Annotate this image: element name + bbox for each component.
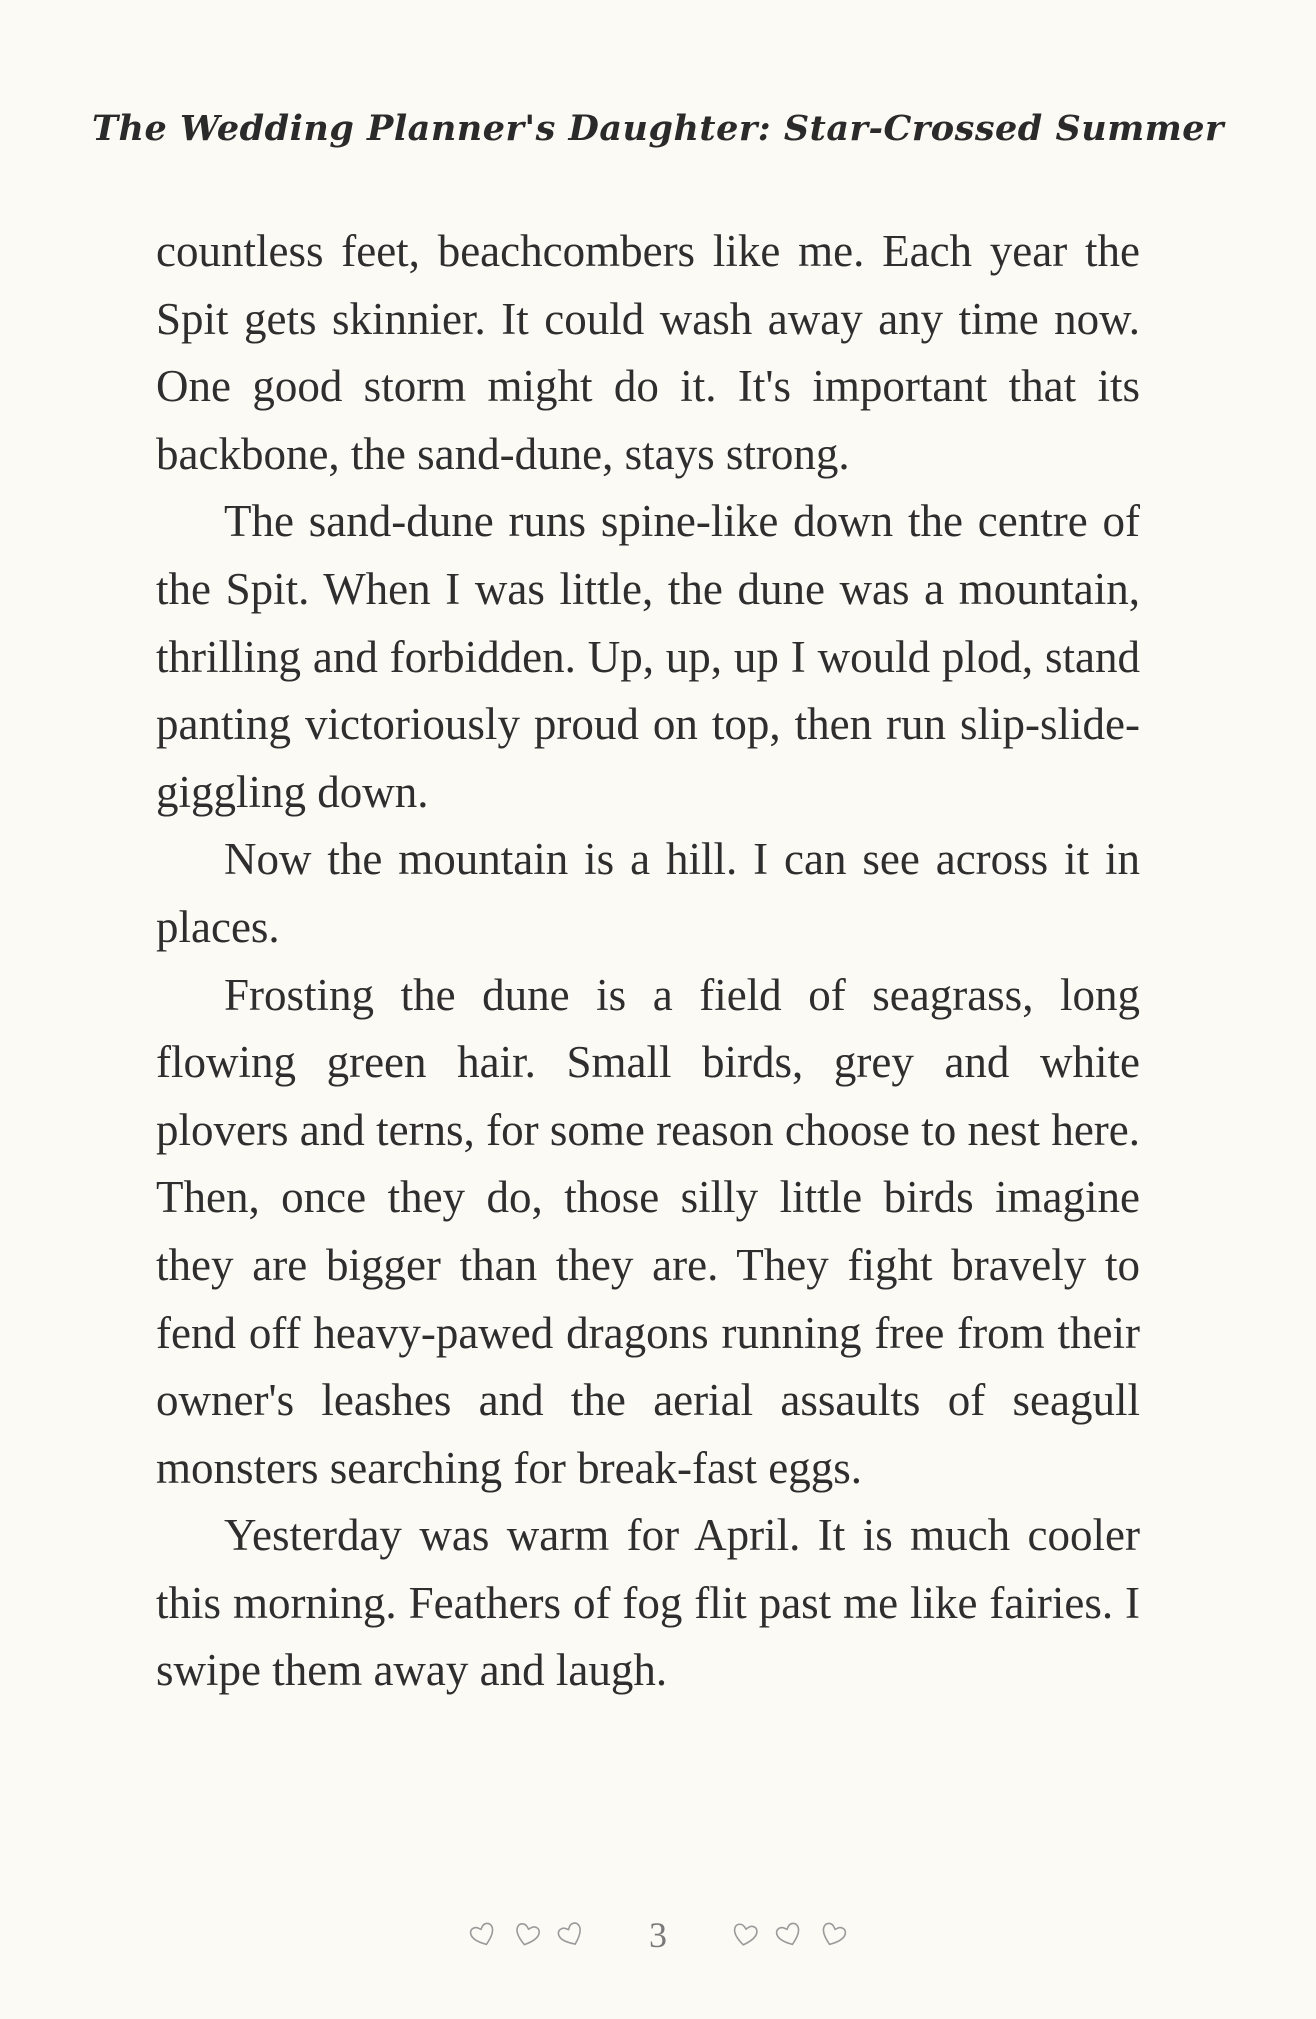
heart-outline-icon (469, 1922, 497, 1948)
heart-outline-icon (775, 1922, 803, 1948)
heart-ornament-left (469, 1922, 585, 1948)
paragraph: The sand-dune runs spine-like down the centre of the Spit. When I was little, the dune was a mountain, thrilling and forbidden. Up, up, up I would plod, stand panting victoriously proud on top, then run slip-slide-giggling down. (156, 496, 1140, 817)
paragraph: Yesterday was warm for April. It is much cooler this morning. Feathers of fog flit past me like fairies. I swipe them away and laugh. (156, 1510, 1140, 1696)
heart-ornament-right (731, 1922, 847, 1948)
heart-outline-icon (731, 1922, 759, 1948)
paragraph: Now the mountain is a hill. I can see across it in places. (156, 834, 1140, 952)
paragraph: Frosting the dune is a field of seagrass, long flowing green hair. Small birds, grey and white plovers and terns, for some reason choose to nest here. Then, once they do, those silly little birds imagine they are bigger than they are. They fight bravely to fend off heavy-pawed dragons running free from their owner's leashes and the aerial assaults of seagull monsters searching for break-fast eggs. (156, 969, 1140, 1493)
page-footer (0, 1914, 1316, 1956)
running-head: The Wedding Planner's Daughter: Star-Crossed Summer (92, 108, 1224, 149)
heart-outline-icon (513, 1922, 541, 1948)
heart-outline-icon (819, 1922, 847, 1948)
page-number: 3 (649, 1915, 667, 1955)
heart-outline-icon (557, 1922, 585, 1948)
paragraph: countless feet, beachcombers like me. Each year the Spit gets skinnier. It could wash away any time now. One good storm might do it. It's important that its backbone, the sand-dune, stays strong. (156, 226, 1140, 479)
body-text (156, 218, 1140, 1705)
